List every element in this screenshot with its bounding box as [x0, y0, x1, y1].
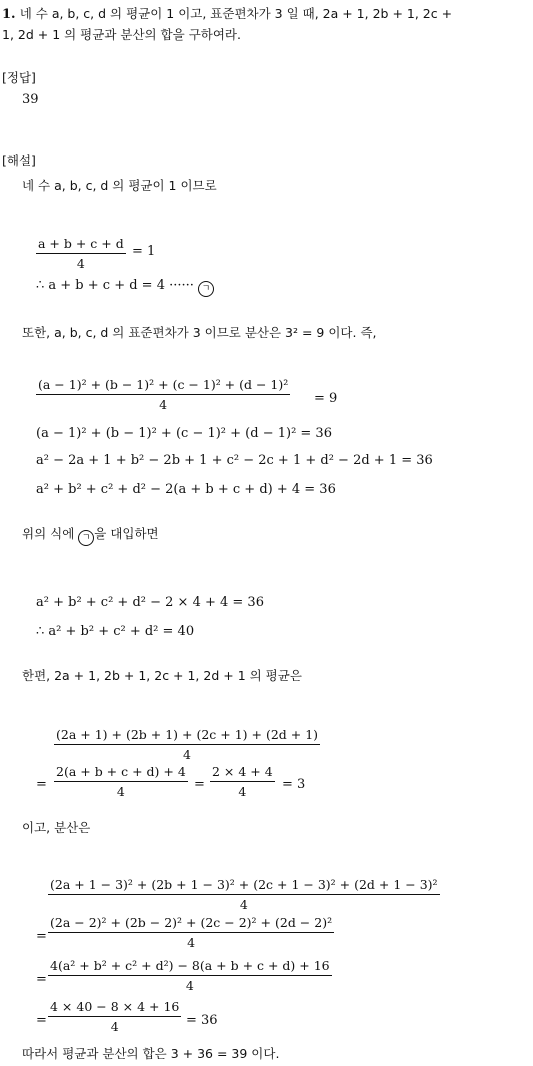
problem-number: 1. — [2, 7, 16, 22]
solution-text-2: 또한, a, b, c, d 의 표준편차가 3 이므로 분산은 3² = 9 이다. 즉, — [22, 325, 377, 340]
circled-marker-icon: ㄱ — [198, 281, 214, 297]
eq10-fraction-2 — [210, 764, 275, 799]
eq3-denominator: 4 — [159, 397, 168, 412]
eq14-numerator: 4 × 40 − 8 × 4 + 16 — [48, 999, 181, 1017]
answer-value: 39 — [22, 92, 39, 107]
eq10-f2-denominator: 4 — [238, 784, 247, 799]
solution-intro: 네 수 a, b, c, d 의 평균이 1 이므로 — [22, 178, 217, 193]
eq12-fraction — [48, 915, 334, 950]
eq13-denominator: 4 — [185, 978, 194, 993]
eq11-fraction — [48, 877, 440, 912]
eq11-numerator: (2a + 1 − 3)² + (2b + 1 − 3)² + (2c + 1 − 3)² + (2d + 1 − 3)² — [48, 877, 440, 895]
solution-text-4: 한편, 2a + 1, 2b + 1, 2c + 1, 2d + 1 의 평균은 — [22, 668, 302, 683]
text3-after: 을 대입하면 — [94, 526, 159, 541]
eq2 — [36, 278, 214, 297]
eq14-denominator: 4 — [110, 1019, 119, 1034]
eq7: a² + b² + c² + d² − 2 × 4 + 4 = 36 — [36, 595, 264, 610]
problem-line-2: 1, 2d + 1 의 평균과 분산의 합을 구하여라. — [2, 27, 241, 42]
eq13-fraction — [48, 958, 332, 993]
eq1-denominator: 4 — [76, 256, 85, 271]
eq8: ∴ a² + b² + c² + d² = 40 — [36, 624, 195, 639]
eq1-rhs: = 1 — [132, 244, 156, 259]
text3-before: 위의 식에 — [22, 526, 75, 541]
eq3-fraction — [36, 377, 290, 412]
solution-text-5: 이고, 분산은 — [22, 820, 91, 835]
eq10-f1-numerator: 2(a + b + c + d) + 4 — [54, 764, 188, 782]
solution-heading: [해설] — [2, 153, 36, 168]
eq14-rhs: = 36 — [186, 1013, 218, 1028]
eq3-rhs: = 9 — [314, 391, 338, 406]
eq10-f1-denominator: 4 — [116, 784, 125, 799]
eq10-fraction-1 — [54, 764, 188, 799]
eq1-fraction — [36, 236, 126, 271]
eq13-numerator: 4(a² + b² + c² + d²) − 8(a + b + c + d) + 16 — [48, 958, 332, 976]
solution-conclusion: 따라서 평균과 분산의 합은 3 + 36 = 39 이다. — [22, 1046, 280, 1061]
eq14-fraction — [48, 999, 181, 1034]
problem-text-1: 네 수 a, b, c, d 의 평균이 1 이고, 표준편차가 3 일 때, 2a + 1, 2b + 1, 2c + — [19, 6, 453, 21]
answer-heading: [정답] — [2, 70, 36, 85]
eq9-denominator: 4 — [183, 747, 191, 762]
eq1-numerator: a + b + c + d — [36, 236, 126, 254]
eq10-mid: = — [194, 777, 205, 792]
eq9-fraction — [54, 727, 320, 762]
solution-text-3 — [22, 526, 159, 546]
eq12-lead: = — [36, 929, 47, 944]
eq5: a² − 2a + 1 + b² − 2b + 1 + c² − 2c + 1 + d² − 2d + 1 = 36 — [36, 453, 433, 468]
eq13-lead: = — [36, 972, 47, 987]
circled-marker-ref-icon: ㄱ — [78, 530, 94, 546]
eq3-numerator: (a − 1)² + (b − 1)² + (c − 1)² + (d − 1)² — [36, 377, 290, 395]
eq2-text: ∴ a + b + c + d = 4 ······ — [36, 278, 194, 293]
eq4: (a − 1)² + (b − 1)² + (c − 1)² + (d − 1)² = 36 — [36, 426, 332, 441]
eq10-lead: = — [36, 777, 47, 792]
eq12-denominator: 4 — [187, 935, 196, 950]
eq11-denominator: 4 — [239, 897, 248, 912]
eq10-rhs: = 3 — [282, 777, 306, 792]
problem-line-1 — [2, 6, 452, 23]
eq9-numerator: (2a + 1) + (2b + 1) + (2c + 1) + (2d + 1) — [54, 727, 320, 745]
eq14-lead: = — [36, 1013, 47, 1028]
eq10-f2-numerator: 2 × 4 + 4 — [210, 764, 275, 782]
eq12-numerator: (2a − 2)² + (2b − 2)² + (2c − 2)² + (2d − 2)² — [48, 915, 334, 933]
eq6: a² + b² + c² + d² − 2(a + b + c + d) + 4 = 36 — [36, 482, 336, 497]
